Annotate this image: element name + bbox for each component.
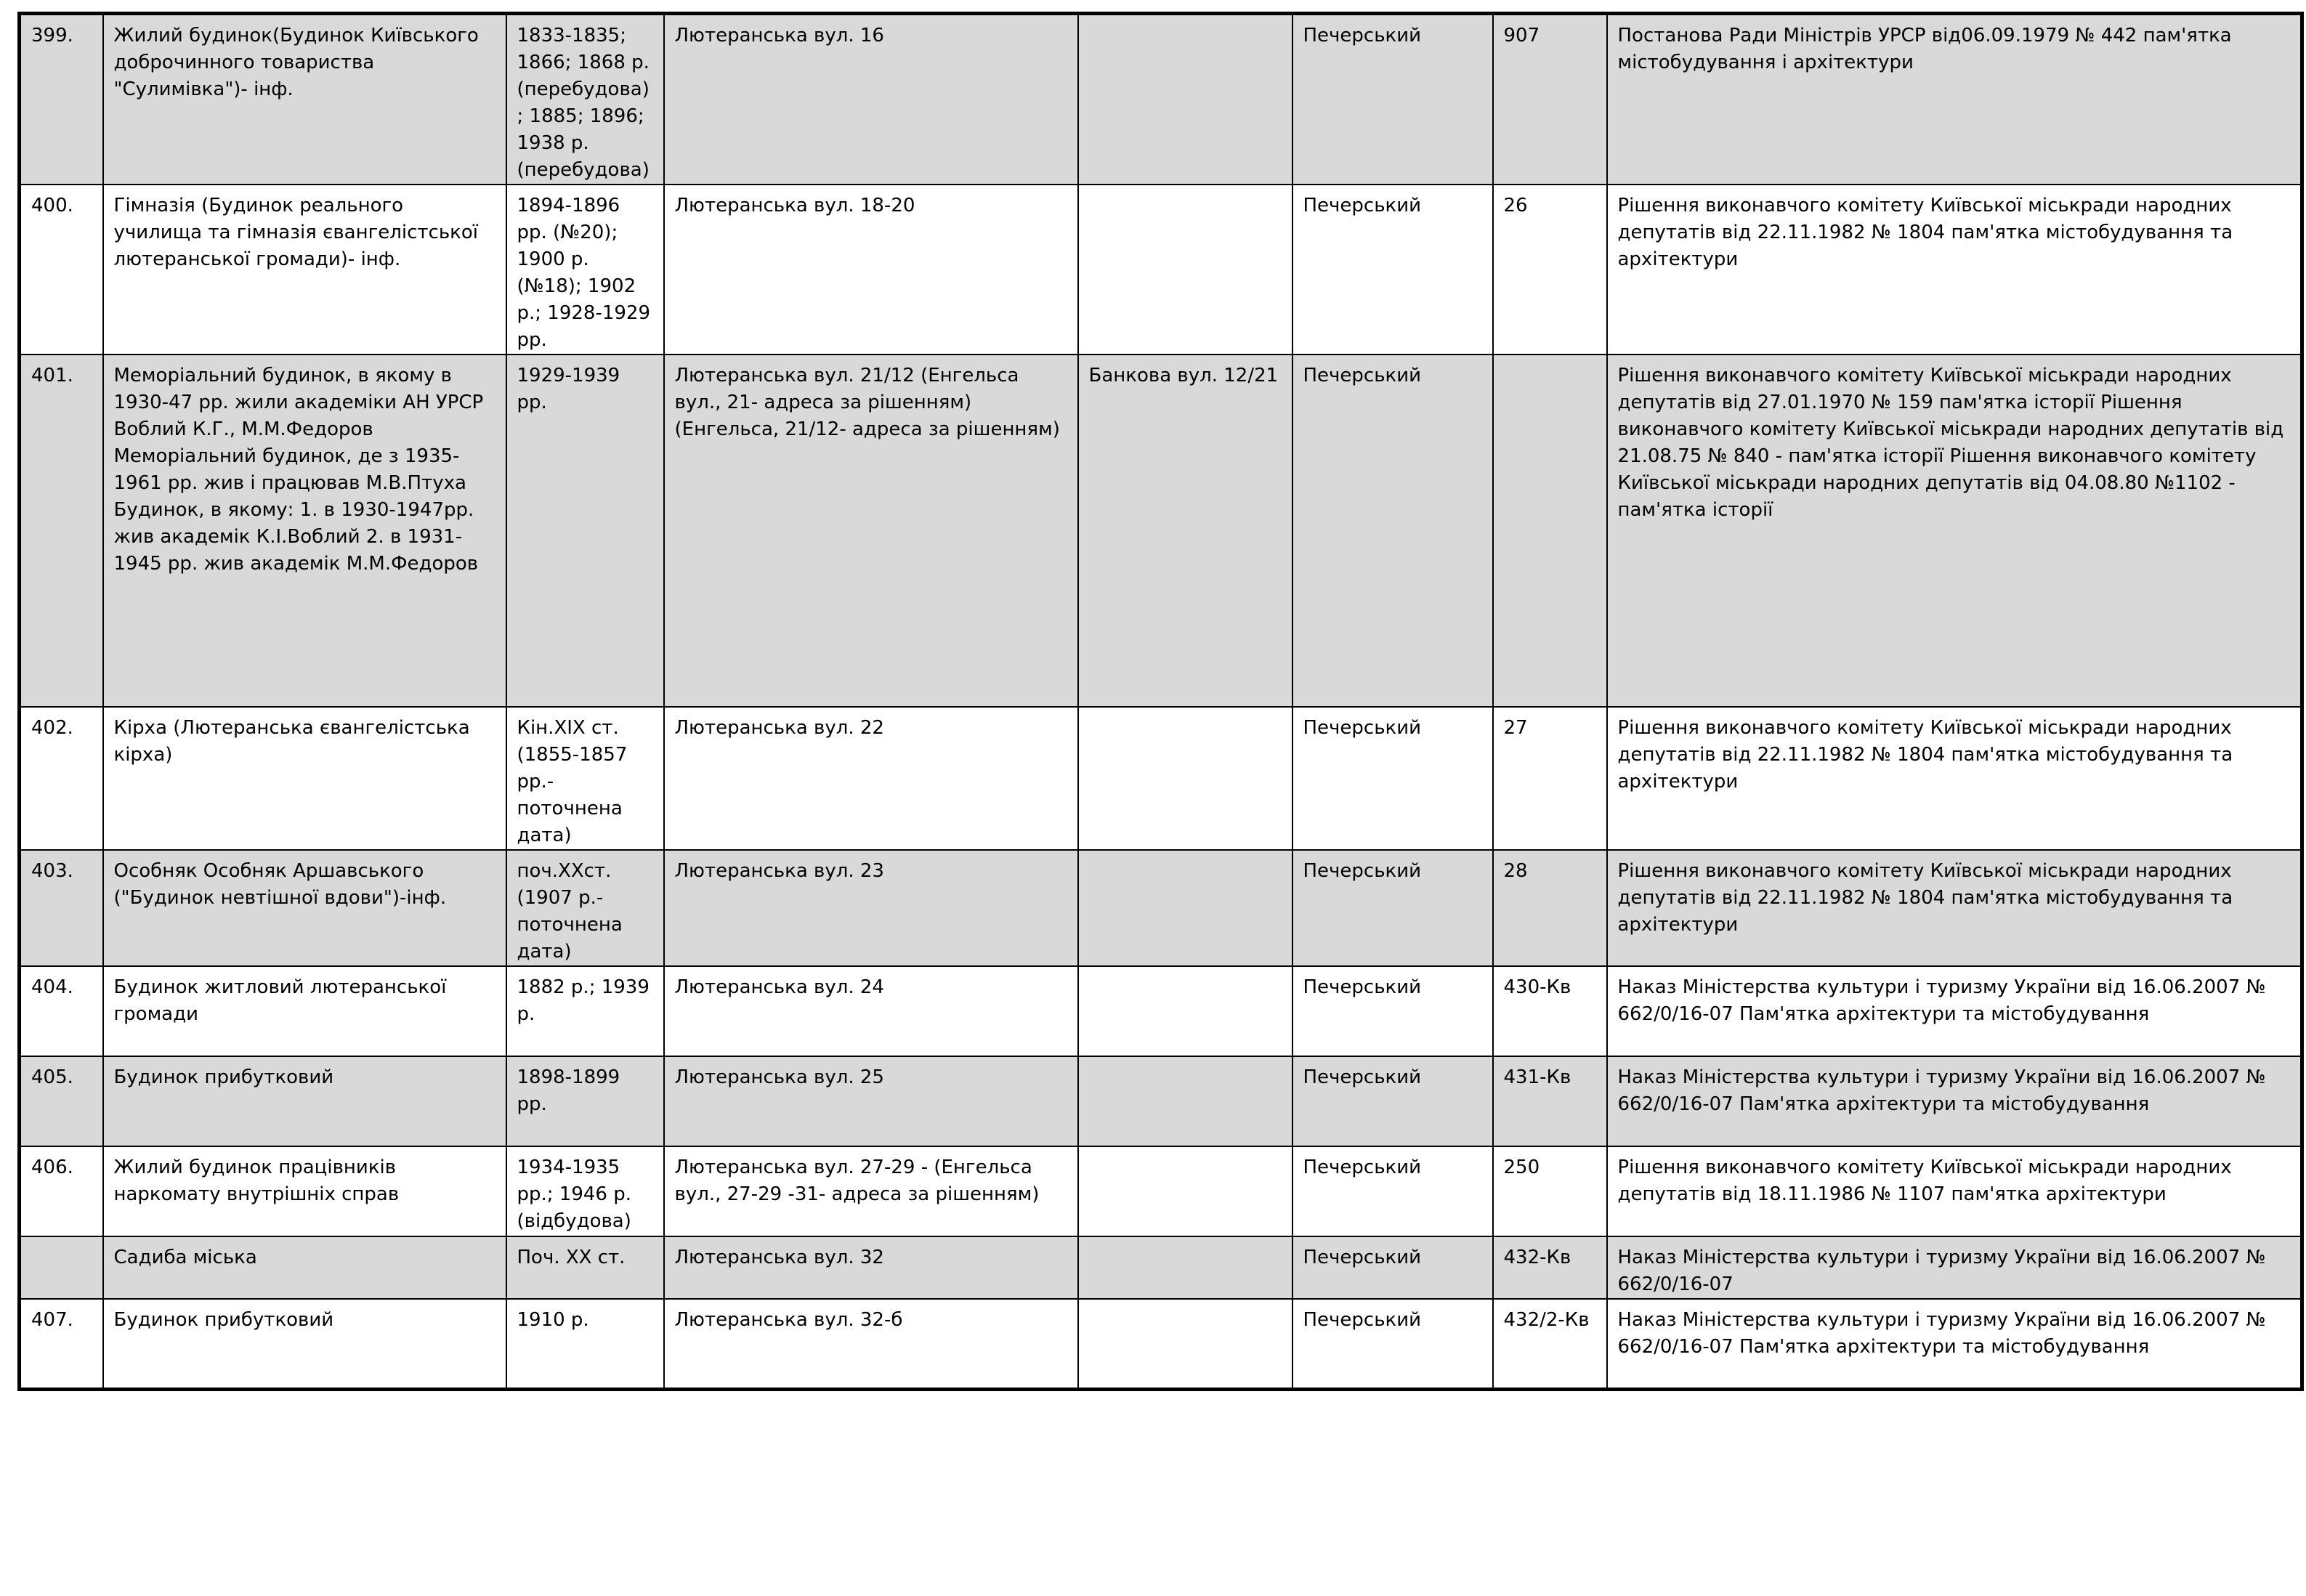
address-cell: Лютеранська вул. 25 xyxy=(664,1056,1078,1146)
construction-date-cell: Поч. XX ст. xyxy=(506,1236,664,1299)
table-row xyxy=(20,355,2302,707)
additional-address-cell xyxy=(1078,850,1292,966)
table-row xyxy=(20,1236,2302,1299)
row-number-cell: 400. xyxy=(20,185,103,355)
legal-document-cell: Рішення виконавчого комітету Київської міськради народних депутатів від 22.11.1982 № 1804 пам'ятка містобудування та архітектури xyxy=(1607,850,2302,966)
district-cell: Печерський xyxy=(1292,1299,1493,1389)
legal-document-cell: Рішення виконавчого комітету Київської міськради народних депутатів від 18.11.1986 № 1107 пам'ятка архітектури xyxy=(1607,1146,2302,1236)
construction-date-cell: 1882 р.; 1939 р. xyxy=(506,966,664,1056)
table-row xyxy=(20,185,2302,355)
legal-document-cell: Постанова Ради Міністрів УРСР від06.09.1979 № 442 пам'ятка містобудування і архітектури xyxy=(1607,14,2302,185)
monument-name-cell: Садиба міська xyxy=(103,1236,506,1299)
register-table-body xyxy=(20,14,2302,1390)
monument-name-cell: Жилий будинок працівників наркомату внутрішніх справ xyxy=(103,1146,506,1236)
construction-date-cell: 1934-1935 рр.; 1946 р. (відбудова) xyxy=(506,1146,664,1236)
table-row xyxy=(20,966,2302,1056)
monument-name-cell: Будинок прибутковий xyxy=(103,1056,506,1146)
monument-name-cell: Будинок прибутковий xyxy=(103,1299,506,1389)
address-cell: Лютеранська вул. 27-29 - (Енгельса вул., 27-29 -31- адреса за рішенням) xyxy=(664,1146,1078,1236)
district-cell: Печерський xyxy=(1292,707,1493,850)
monument-name-cell: Будинок житловий лютеранської громади xyxy=(103,966,506,1056)
registration-number-cell: 432/2-Кв xyxy=(1493,1299,1607,1389)
registration-number-cell: 26 xyxy=(1493,185,1607,355)
registration-number-cell: 431-Кв xyxy=(1493,1056,1607,1146)
district-cell: Печерський xyxy=(1292,850,1493,966)
district-cell: Печерський xyxy=(1292,185,1493,355)
legal-document-cell: Рішення виконавчого комітету Київської міськради народних депутатів від 27.01.1970 № 159 пам'ятка історії Рішення виконавчого комітету Київської міськради народних депутатів від 21.08.75 № 840 - пам'ятка історії Рішення виконавчого комітету Київської міськради народних депутатів від 04.08.80 №1102 - пам'ятка історії xyxy=(1607,355,2302,707)
address-cell: Лютеранська вул. 18-20 xyxy=(664,185,1078,355)
address-cell: Лютеранська вул. 24 xyxy=(664,966,1078,1056)
address-cell: Лютеранська вул. 23 xyxy=(664,850,1078,966)
additional-address-cell xyxy=(1078,1056,1292,1146)
table-row xyxy=(20,850,2302,966)
district-cell: Печерський xyxy=(1292,966,1493,1056)
legal-document-cell: Рішення виконавчого комітету Київської міськради народних депутатів від 22.11.1982 № 1804 пам'ятка містобудування та архітектури xyxy=(1607,185,2302,355)
registration-number-cell: 907 xyxy=(1493,14,1607,185)
legal-document-cell: Наказ Міністерства культури і туризму України від 16.06.2007 № 662/0/16-07 Пам'ятка архітектури та містобудування xyxy=(1607,1299,2302,1389)
monument-name-cell: Особняк Особняк Аршавського ("Будинок невтішної вдови")-інф. xyxy=(103,850,506,966)
district-cell: Печерський xyxy=(1292,1056,1493,1146)
row-number-cell: 406. xyxy=(20,1146,103,1236)
legal-document-cell: Наказ Міністерства культури і туризму України від 16.06.2007 № 662/0/16-07 xyxy=(1607,1236,2302,1299)
registration-number-cell: 28 xyxy=(1493,850,1607,966)
registration-number-cell: 250 xyxy=(1493,1146,1607,1236)
table-row xyxy=(20,1299,2302,1389)
district-cell: Печерський xyxy=(1292,1236,1493,1299)
monument-name-cell: Гімназія (Будинок реального училища та гімназія євангелістської лютеранської громади)- інф. xyxy=(103,185,506,355)
additional-address-cell xyxy=(1078,14,1292,185)
monument-name-cell: Жилий будинок(Будинок Київського доброчинного товариства "Сулимівка")- інф. xyxy=(103,14,506,185)
additional-address-cell xyxy=(1078,1146,1292,1236)
address-cell: Лютеранська вул. 32-б xyxy=(664,1299,1078,1389)
additional-address-cell xyxy=(1078,185,1292,355)
row-number-cell xyxy=(20,1236,103,1299)
monument-name-cell: Кірха (Лютеранська євангелістська кірха) xyxy=(103,707,506,850)
row-number-cell: 405. xyxy=(20,1056,103,1146)
row-number-cell: 407. xyxy=(20,1299,103,1389)
construction-date-cell: 1910 р. xyxy=(506,1299,664,1389)
row-number-cell: 399. xyxy=(20,14,103,185)
row-number-cell: 401. xyxy=(20,355,103,707)
legal-document-cell: Наказ Міністерства культури і туризму України від 16.06.2007 № 662/0/16-07 Пам'ятка архітектури та містобудування xyxy=(1607,966,2302,1056)
construction-date-cell: 1894-1896 рр. (№20); 1900 р. (№18); 1902 р.; 1928-1929 рр. xyxy=(506,185,664,355)
monument-name-cell: Меморіальний будинок, в якому в 1930-47 рр. жили академіки АН УРСР Воблий К.Г., М.М.Федоров Меморіальний будинок, де з 1935-1961 рр. жив і працював М.В.Птуха Будинок, в якому: 1. в 1930-1947рр. жив академік К.І.Воблий 2. в 1931-1945 рр. жив академік М.М.Федоров xyxy=(103,355,506,707)
table-row xyxy=(20,1146,2302,1236)
district-cell: Печерський xyxy=(1292,1146,1493,1236)
legal-document-cell: Рішення виконавчого комітету Київської міськради народних депутатів від 22.11.1982 № 1804 пам'ятка містобудування та архітектури xyxy=(1607,707,2302,850)
table-row xyxy=(20,14,2302,185)
address-cell: Лютеранська вул. 22 xyxy=(664,707,1078,850)
registration-number-cell: 27 xyxy=(1493,707,1607,850)
additional-address-cell xyxy=(1078,707,1292,850)
additional-address-cell xyxy=(1078,1236,1292,1299)
table-row xyxy=(20,1056,2302,1146)
district-cell: Печерський xyxy=(1292,355,1493,707)
legal-document-cell: Наказ Міністерства культури і туризму України від 16.06.2007 № 662/0/16-07 Пам'ятка архітектури та містобудування xyxy=(1607,1056,2302,1146)
address-cell: Лютеранська вул. 32 xyxy=(664,1236,1078,1299)
construction-date-cell: 1898-1899 рр. xyxy=(506,1056,664,1146)
row-number-cell: 404. xyxy=(20,966,103,1056)
construction-date-cell: Кін.XIX ст. (1855-1857 рр.- поточнена дата) xyxy=(506,707,664,850)
registration-number-cell xyxy=(1493,355,1607,707)
address-cell: Лютеранська вул. 21/12 (Енгельса вул., 21- адреса за рішенням) (Енгельса, 21/12- адреса за рішенням) xyxy=(664,355,1078,707)
additional-address-cell: Банкова вул. 12/21 xyxy=(1078,355,1292,707)
registration-number-cell: 432-Кв xyxy=(1493,1236,1607,1299)
additional-address-cell xyxy=(1078,966,1292,1056)
construction-date-cell: 1929-1939 рр. xyxy=(506,355,664,707)
district-cell: Печерський xyxy=(1292,14,1493,185)
monuments-register-table xyxy=(17,12,2304,1391)
row-number-cell: 402. xyxy=(20,707,103,850)
construction-date-cell: поч.XXст. (1907 р.- поточнена дата) xyxy=(506,850,664,966)
row-number-cell: 403. xyxy=(20,850,103,966)
registration-number-cell: 430-Кв xyxy=(1493,966,1607,1056)
address-cell: Лютеранська вул. 16 xyxy=(664,14,1078,185)
additional-address-cell xyxy=(1078,1299,1292,1389)
construction-date-cell: 1833-1835; 1866; 1868 р. (перебудова); 1885; 1896; 1938 р. (перебудова) xyxy=(506,14,664,185)
table-row xyxy=(20,707,2302,850)
